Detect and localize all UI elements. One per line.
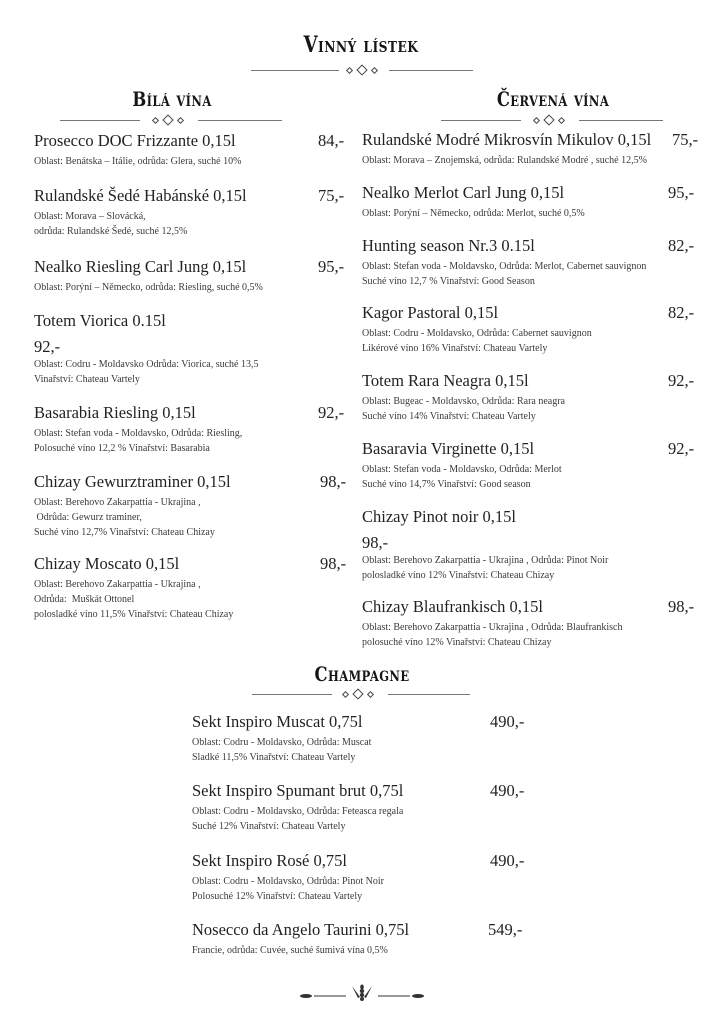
wine-name: Sekt Inspiro Spumant brut 0,75l [192,781,404,800]
wine-price: 84,- [318,131,345,150]
wine-price: 75,- [318,186,345,205]
wine-item [362,236,702,289]
wine-item [362,507,702,583]
wine-price: 490,- [490,712,525,731]
section-title-champagne: Champagne [314,662,410,686]
wine-item [362,371,702,424]
wine-price: 82,- [668,303,695,322]
wine-description: Oblast: Berehovo Zakarpattia - Ukrajina , Odrůda: Muškát Ottonel polosladké víno 11,5% Vinařství: Chateau Chizay [34,579,234,620]
wine-item [34,311,350,387]
wine-name: Rulandské Šedé Habánské 0,15l [34,186,247,205]
wine-description: Oblast: Codru - Moldavsko, Odrůda: Feteasca regala Suché 12% Vinařství: Chateau Vartely [192,806,404,832]
section-heading-white [60,87,284,128]
wine-price: 82,- [668,236,695,255]
wheat-divider-icon [298,982,426,1004]
wine-description: Oblast: Benátska – Itálie, odrůda: Glera, suché 10% [34,156,242,167]
wine-price: 75,- [672,130,699,149]
wine-description: Oblast: Stefan voda - Moldavsko, Odrůda: Merlot, Cabernet sauvignon Suché víno 12,7 % Vinařství: Good Season [362,261,647,287]
wine-name: Chizay Gewurztraminer 0,15l [34,472,231,491]
wine-description: Oblast: Berehovo Zakarpattia - Ukrajina , Odrůda: Blaufrankisch polosuché víno 12% Vinařství: Chateau Chizay [362,622,623,648]
wine-price: 490,- [490,781,525,800]
wine-description: Oblast: Morava – Slovácká, odrůda: Rulandské Šedé, suché 12,5% [34,211,188,237]
wine-name: Basarabia Riesling 0,15l [34,403,196,422]
diamond-divider-icon [60,114,284,128]
wine-name: Chizay Moscato 0,15l [34,554,180,573]
wine-description: Oblast: Stefan voda - Moldavsko, Odrůda: Merlot Suché víno 14,7% Vinařství: Good season [362,464,562,490]
wine-description: Oblast: Morava – Znojemská, odrůda: Rulandské Modré , suché 12,5% [362,155,647,166]
wine-description: Oblast: Porýní – Německo, odrůda: Merlot, suché 0,5% [362,208,585,219]
wine-price: 98,- [362,533,389,552]
wine-name: Hunting season Nr.3 0.15l [362,236,535,255]
wine-price: 92,- [318,403,345,422]
diamond-divider-icon [250,688,474,702]
wine-description: Oblast: Codru - Moldavsko Odrůda: Viorica, suché 13,5 Vinařství: Chateau Vartely [34,359,259,385]
wine-item [34,131,350,169]
wine-price: 98,- [320,554,347,573]
wine-description: Francie, odrůda: Cuvée, suché šumivá vína 0,5% [192,945,388,956]
diamond-divider-icon [247,64,475,78]
wine-name: Basaravia Virginette 0,15l [362,439,535,458]
wine-price: 92,- [34,337,61,356]
champagne-item [192,712,538,765]
wine-name: Totem Rara Neagra 0,15l [362,371,529,390]
wine-description: Oblast: Codru - Moldavsko, Odrůda: Muscat Sladké 11,5% Vinařství: Chateau Vartely [192,737,372,763]
champagne-item [192,851,538,904]
wine-price: 95,- [318,257,345,276]
wine-item [362,183,702,221]
wine-name: Sekt Inspiro Muscat 0,75l [192,712,363,731]
champagne-item [192,920,538,958]
menu-title: Vinný lístek [303,32,419,58]
wine-name: Chizay Pinot noir 0,15l [362,507,516,526]
wine-name: Kagor Pastoral 0,15l [362,303,499,322]
wine-name: Chizay Blaufrankisch 0,15l [362,597,544,616]
menu-title-block [247,32,475,78]
wine-item [362,130,702,168]
wine-item [34,257,350,295]
section-title-red: Červená vína [496,87,610,111]
wine-item [362,439,702,492]
wine-price: 98,- [320,472,347,491]
wine-price: 95,- [668,183,695,202]
wine-price: 92,- [668,371,695,390]
section-title-white: Bílá vína [132,87,212,111]
wine-price: 98,- [668,597,695,616]
section-heading-champagne [250,662,474,702]
wine-description: Oblast: Codru - Moldavsko, Odrůda: Cabernet sauvignon Likérové víno 16% Vinařství: Chateau Vartely [362,328,592,354]
wine-description: Oblast: Berehovo Zakarpattia - Ukrajina , Odrůda: Gewurz traminer, Suché víno 12,7% Vinařství: Chateau Chizay [34,497,215,538]
diamond-divider-icon [441,114,665,128]
wine-description: Oblast: Codru - Moldavsko, Odrůda: Pinot Noir Polosuché 12% Vinařství: Chateau Vartely [192,876,384,902]
wine-price: 92,- [668,439,695,458]
wine-name: Sekt Inspiro Rosé 0,75l [192,851,347,870]
section-heading-red [441,87,665,128]
wine-price: 549,- [488,920,523,939]
wine-description: Oblast: Stefan voda - Moldavsko, Odrůda: Riesling, Polosuché víno 12,2 % Vinařství: Basarabia [34,428,243,454]
wine-item [362,597,702,650]
wine-item [34,472,350,540]
wine-price: 490,- [490,851,525,870]
wine-item [34,403,350,456]
wine-name: Totem Viorica 0.15l [34,311,166,330]
champagne-item [192,781,538,834]
wine-item [34,186,350,239]
wine-item [362,303,702,356]
wine-name: Rulandské Modré Mikrosvín Mikulov 0,15l [362,130,652,149]
wine-description: Oblast: Berehovo Zakarpattia - Ukrajina , Odrůda: Pinot Noir polosladké víno 12% Vinařství: Chateau Chizay [362,555,609,581]
wine-name: Nealko Riesling Carl Jung 0,15l [34,257,247,276]
wine-name: Nosecco da Angelo Taurini 0,75l [192,920,410,939]
wine-name: Prosecco DOC Frizzante 0,15l [34,131,236,150]
wine-name: Nealko Merlot Carl Jung 0,15l [362,183,565,202]
wine-description: Oblast: Bugeac - Moldavsko, Odrůda: Rara neagra Suché víno 14% Vinařství: Chateau Vartely [362,396,565,422]
wine-item [34,554,350,622]
wine-description: Oblast: Porýní – Německo, odrůda: Riesling, suché 0,5% [34,282,263,293]
